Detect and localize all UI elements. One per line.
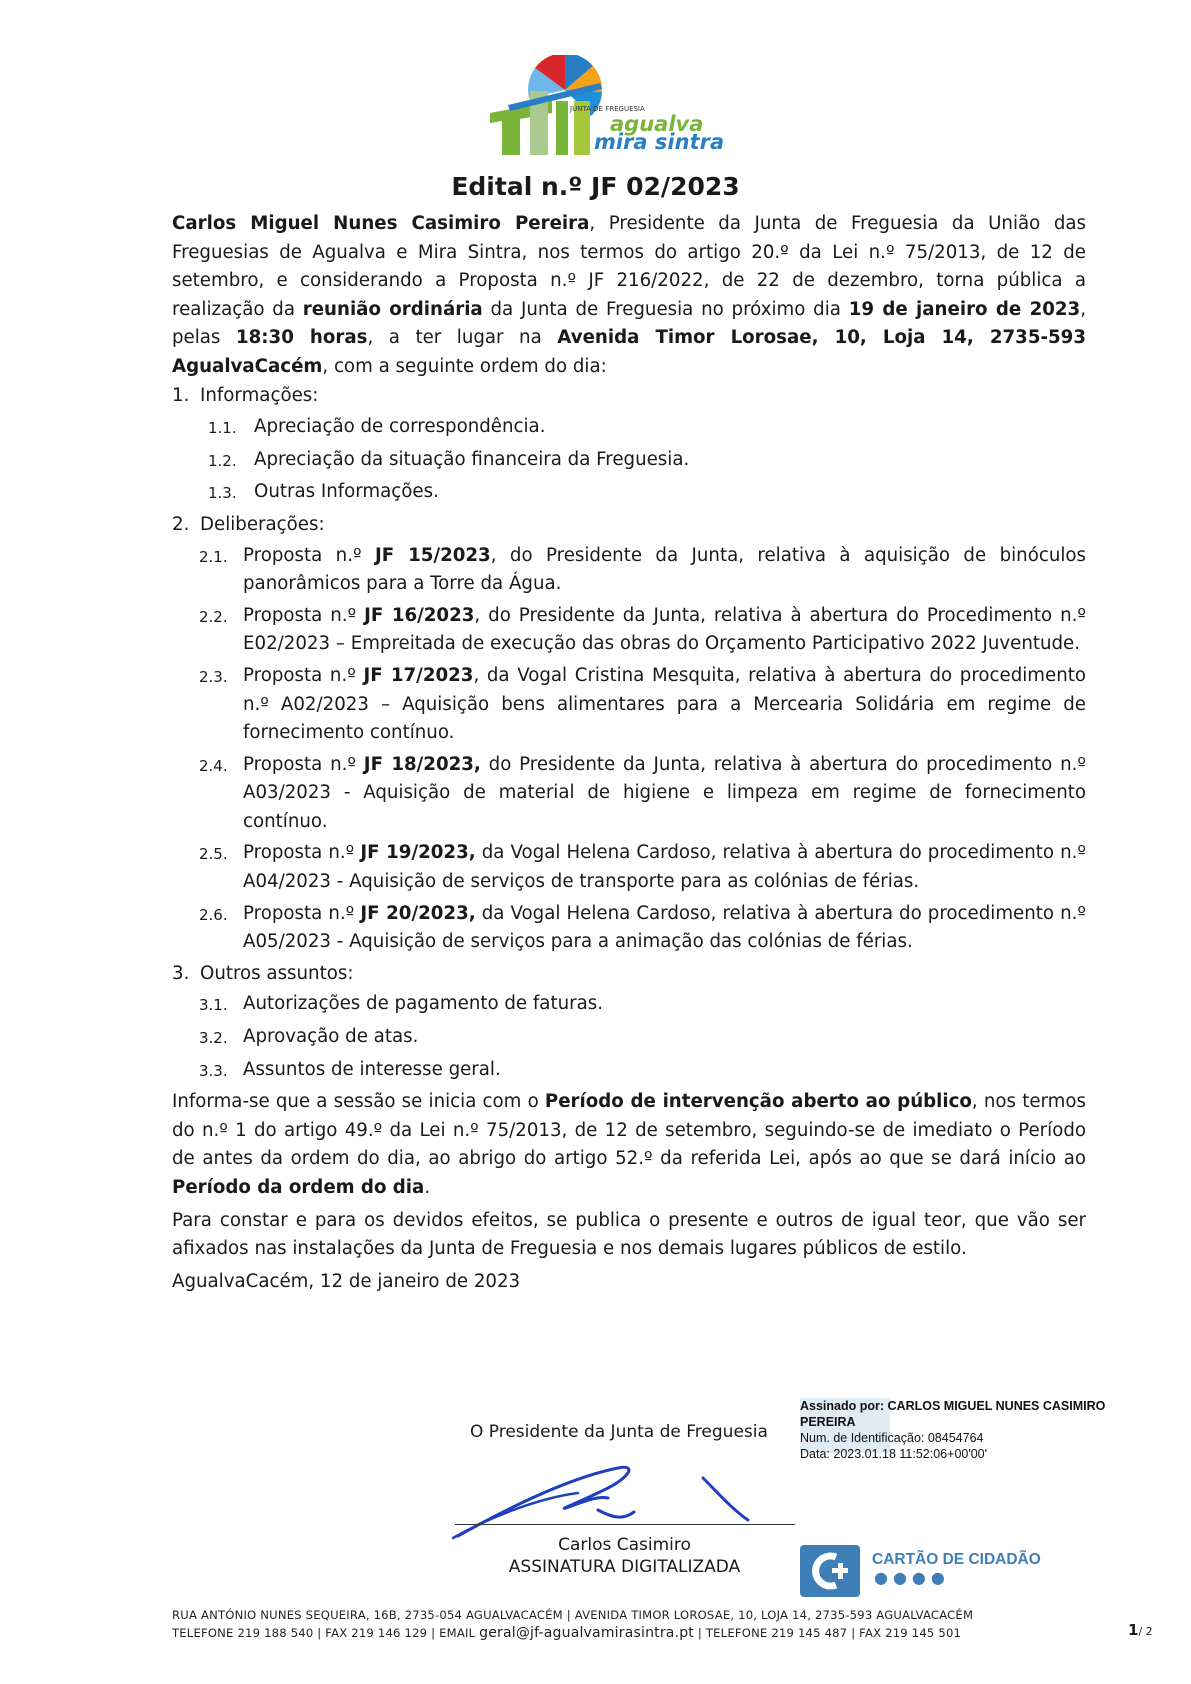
item-text: Outras Informações. (254, 481, 439, 503)
section-title: Informações: (200, 384, 319, 406)
item-number: 2.5. (199, 845, 228, 864)
item-body: da Vogal Helena Cardoso, relativa à abertura do procedimento n.º A05/2023 - Aquisição de serviços para a animação das colónias de férias. (243, 902, 1086, 953)
intro-text-5: , com a seguinte ordem do dia: (322, 355, 607, 377)
logo-line1: JUNTA DE FREGUESIA (570, 105, 645, 113)
signatory-name: Carlos Casimiro (558, 1535, 691, 1555)
footer-email: geral@jf-agualvamirasintra.pt (479, 1625, 694, 1641)
footer-phone-fax-2: | TELEFONE 219 145 487 | FAX 219 145 501 (694, 1626, 962, 1640)
meeting-place: Avenida Timor Lorosae, 10, Loja 14, 2735-593 AgualvaCacém (172, 327, 1086, 377)
agenda-item (199, 602, 1086, 659)
item-text: Autorizações de pagamento de faturas. (243, 993, 603, 1015)
info-text-1: Informa-se que a sessão se inicia com o (172, 1091, 545, 1113)
item-text (243, 662, 1086, 748)
item-prefix: Proposta n.º (243, 604, 365, 626)
item-prefix: Proposta n.º (243, 544, 375, 566)
item-number: 2.2. (199, 607, 228, 626)
agenda-item (199, 542, 1086, 599)
section-number: 3. (172, 962, 190, 984)
page-current: 1 (1128, 1621, 1139, 1639)
session-info-paragraph (172, 1088, 1086, 1202)
item-body: , do Presidente da Junta, relativa à aquisição de binóculos panorâmicos para a Torre da Água. (243, 544, 1086, 595)
item-text (243, 542, 1086, 599)
meeting-date: 19 de janeiro de 2023 (848, 298, 1081, 320)
item-number: 2.3. (199, 667, 228, 686)
section-title: Outros assuntos: (200, 962, 354, 984)
info-text-3: . (424, 1177, 431, 1198)
agenda-item (199, 839, 1086, 896)
item-text (243, 900, 1086, 957)
item-text (243, 751, 1086, 837)
item-number: 2.1. (199, 547, 228, 566)
agenda-item (199, 900, 1086, 957)
page-number (1128, 1621, 1153, 1639)
item-prefix: Proposta n.º (243, 664, 364, 686)
item-body: do Presidente da Junta, relativa à abertura do procedimento n.º A03/2023 - Aquisição de material de higiene e limpeza em regime de fornecimento contínuo. (243, 753, 1087, 832)
item-text: Assuntos de interesse geral. (243, 1058, 501, 1080)
intro-text-3: , pelas (172, 298, 1086, 349)
agenda-item (199, 990, 1086, 1020)
intro-text-2: da Junta de Freguesia no próximo dia (482, 298, 849, 320)
signature-line (455, 1524, 795, 1525)
item-number: 1.1. (208, 419, 237, 438)
info-bold-2: Período da ordem do dia (172, 1177, 425, 1198)
publication-paragraph: Para constar e para os devidos efeitos, se publica o presente e outros de igual teor, que vão ser afixados nas instalações da Junta de Freguesia e nos demais lugares públicos de estilo. (172, 1209, 1086, 1260)
proposal-ref: JF 17/2023 (363, 664, 474, 686)
agenda-item (208, 446, 1086, 476)
footer-phone-fax: TELEFONE 219 188 540 | FAX 219 146 129 | EMAIL (172, 1626, 480, 1640)
date-label: Data: (800, 1447, 830, 1461)
agenda-section-3 (172, 960, 1086, 989)
item-body: , do Presidente da Junta, relativa à abertura do Procedimento n.º E02/2023 – Empreitada de execução das obras do Orçamento Participativo 2022 Juventude. (243, 604, 1086, 655)
agenda-item (199, 751, 1086, 837)
intro-text-4: , a ter lugar na (367, 327, 558, 349)
id-label: Num. de Identificação: (800, 1431, 925, 1445)
signature-label: O Presidente da Junta de Freguesia (470, 1422, 768, 1442)
agenda-section-2 (172, 511, 1086, 540)
item-body: da Vogal Helena Cardoso, relativa à abertura do procedimento n.º A04/2023 - Aquisição de serviços de transporte para as colónias de férias. (243, 842, 1086, 893)
intro-paragraph (172, 210, 1086, 382)
item-text (243, 602, 1086, 659)
digital-signature-stamp (800, 1398, 1140, 1462)
agenda-item (199, 1056, 1086, 1086)
page-total: / 2 (1138, 1625, 1153, 1638)
item-number: 1.3. (208, 484, 237, 503)
logo-line2: agualva (610, 112, 704, 136)
item-number: 2.6. (199, 905, 228, 924)
signature-note: ASSINATURA DIGITALIZADA (508, 1557, 741, 1577)
item-number: 3.2. (199, 1029, 228, 1048)
place-date: AgualvaCacém, 12 de janeiro de 2023 (172, 1270, 521, 1292)
info-bold-1: Período de intervenção aberto ao público (544, 1091, 972, 1113)
handwritten-signature (448, 1448, 778, 1548)
citizen-card-icon (800, 1545, 860, 1597)
document-title: Edital n.º JF 02/2023 (451, 172, 740, 201)
meeting-time: 18:30 horas (235, 327, 368, 349)
info-text-2: , nos termos do n.º 1 do artigo 49.º da Lei n.º 75/2013, de 12 de setembro, seguindo-se de imediato o Período de antes da ordem do dia, ao abrigo do artigo 52.º da referida Lei, após ao que se dará início ao (172, 1091, 1086, 1170)
citizen-card-dots: ●●●● (874, 1568, 950, 1587)
agenda-item (199, 1023, 1086, 1053)
item-number: 2.4. (199, 756, 228, 775)
section-title: Deliberações: (200, 513, 325, 535)
footer (172, 1606, 973, 1642)
item-prefix: Proposta n.º (243, 842, 361, 864)
agenda-section-1 (172, 382, 1086, 411)
intro-text-1: , Presidente da Junta de Freguesia da União das Freguesias de Agualva e Mira Sintra, nos termos do artigo 20.º da Lei n.º 75/2013, de 12 de setembro, e considerando a Proposta n.º JF 216/2022, de 22 de dezembro, torna pública a realização da (172, 213, 1086, 320)
agenda-item (208, 413, 1086, 443)
id-value: 08454764 (927, 1431, 984, 1445)
item-text: Apreciação de correspondência. (254, 416, 546, 438)
proposal-ref: JF 15/2023 (374, 544, 491, 566)
agenda-item (199, 662, 1086, 748)
section-number: 1. (172, 384, 190, 406)
item-number: 3.3. (199, 1061, 228, 1080)
agenda-item (208, 478, 1086, 508)
signed-by-value: CARLOS MIGUEL NUNES CASIMIRO PEREIRA (800, 1399, 1106, 1429)
proposal-ref: JF 16/2023 (364, 604, 475, 626)
item-number: 1.2. (208, 451, 237, 470)
document-body (172, 210, 1086, 1296)
proposal-ref: JF 20/2023, (360, 902, 476, 924)
meeting-type: reunião ordinária (302, 298, 483, 320)
junta-logo (490, 55, 730, 160)
date-value: 2023.01.18 11:52:06+00'00' (833, 1447, 988, 1461)
item-text: Apreciação da situação financeira da Freguesia. (254, 448, 690, 470)
item-number: 3.1. (199, 996, 228, 1015)
signed-by-label: Assinado por: (800, 1399, 885, 1413)
logo-line3: mira sintra (594, 130, 725, 154)
footer-contacts (172, 1624, 973, 1642)
citizen-card-label: CARTÃO DE CIDADÃO (872, 1551, 1041, 1568)
president-name: Carlos Miguel Nunes Casimiro Pereira (172, 213, 590, 234)
item-text: Aprovação de atas. (243, 1026, 419, 1048)
item-prefix: Proposta n.º (243, 753, 364, 775)
footer-addresses: RUA ANTÓNIO NUNES SEQUEIRA, 16B, 2735-054 AGUALVACACÉM | AVENIDA TIMOR LOROSAE, 10, LOJA 14, 2735-593 AGUALVACACÉM (172, 1608, 974, 1622)
section-number: 2. (172, 513, 190, 535)
proposal-ref: JF 19/2023, (360, 842, 476, 864)
item-prefix: Proposta n.º (243, 902, 361, 924)
proposal-ref: JF 18/2023, (363, 753, 481, 775)
item-body: , da Vogal Cristina Mesquita, relativa à abertura do procedimento n.º A02/2023 – Aquisição bens alimentares para a Mercearia Solidária em regime de fornecimento contínuo. (243, 664, 1086, 744)
item-text (243, 839, 1086, 896)
